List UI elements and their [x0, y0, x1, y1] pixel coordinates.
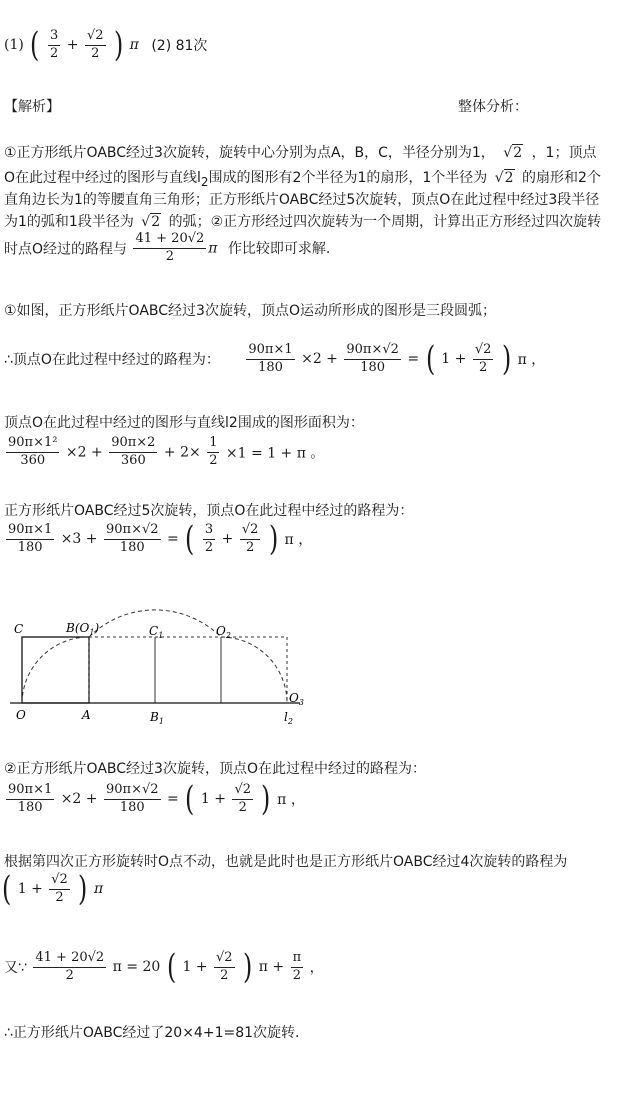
square-oabc [22, 637, 89, 703]
fourth-rotation-text: 根据第四次正方形旋转时O点不动，也就是此时也是正方形纸片OABC经过4次旋转的路程为 [4, 854, 568, 870]
subscript: 2 [225, 631, 231, 640]
pi-symbol: π [129, 37, 139, 53]
fourth-rotation-formula [0, 869, 104, 909]
subscript: 1 [89, 628, 95, 637]
frac-41-20sqrt2 [133, 232, 206, 265]
text: O [216, 624, 226, 638]
operator: ×2 + [60, 791, 98, 807]
five-rotation-intro: 正方形纸片OABC经过5次旋转，顶点O在此过程中经过的路程为： [4, 503, 414, 519]
label-l2 [284, 710, 293, 726]
radicand: 2 [504, 170, 514, 186]
answer-frac-1 [48, 29, 60, 62]
frac-num: 3 [203, 523, 215, 540]
frac-den: 2 [238, 799, 247, 815]
frac [104, 783, 161, 816]
answer-line [4, 25, 208, 65]
text: π ， [517, 352, 546, 368]
text: 1 + [17, 881, 43, 897]
frac-den: 2 [91, 45, 100, 61]
pi-symbol: π [94, 881, 104, 897]
area-intro: 顶点O在此过程中经过的图形与直线l2围成的图形面积为： [4, 415, 364, 431]
answer-frac-2 [85, 29, 106, 62]
text: B(O [66, 621, 90, 635]
frac-den: 2 [245, 539, 255, 555]
right-paren: ) [113, 25, 124, 65]
label-b1 [149, 710, 164, 726]
text: ， [309, 960, 324, 976]
radical: √ [494, 170, 504, 186]
label-o: O [16, 708, 26, 722]
operator: ×3 + [60, 531, 98, 547]
frac-num: 90π×2 [109, 436, 157, 453]
frac-num: √2 [49, 873, 70, 890]
frac [6, 436, 59, 469]
text: O在此过程中经过的图形与直线l [4, 170, 201, 186]
operator: + 2× [163, 444, 201, 461]
arc-1 [22, 637, 89, 703]
operator: ×2 + [301, 351, 338, 367]
text: π ， [284, 532, 313, 548]
frac-num: 1 [207, 436, 219, 453]
area-formula [4, 436, 324, 469]
text: 的弧；②正方形经过四次旋转为一个周期，计算出正方形经过四次旋转 [168, 214, 602, 230]
label-c: C [14, 622, 24, 636]
text: 围成的图形有2个半径为1的扇形，1个半径为 [208, 170, 488, 186]
left-paren: ( [185, 779, 195, 819]
frac [33, 951, 106, 984]
text: ，1；顶点 [531, 145, 597, 161]
analysis-label: 【解析】 [4, 99, 60, 115]
frac-den: 180 [258, 359, 283, 375]
subscript: 1 [158, 717, 164, 726]
left-paren: ( [1, 869, 12, 909]
frac-num: √2 [214, 951, 235, 968]
frac-num: 3 [48, 29, 60, 46]
frac-den: 2 [65, 967, 74, 983]
frac-den: 2 [204, 539, 214, 555]
frac-num: √2 [232, 783, 253, 800]
frac-den: 2 [55, 889, 64, 905]
frac [6, 783, 54, 816]
text: 1 + [182, 959, 208, 975]
answer-part2: (2) 81次 [151, 38, 208, 54]
step2-intro: ②正方形纸片OABC经过3次旋转，顶点O在此过程中经过的路程为： [4, 761, 426, 777]
sqrt-2 [495, 170, 515, 186]
frac-num: 90π×1 [6, 523, 54, 540]
text: ×1 = 1 + π 。 [225, 445, 325, 462]
right-paren: ) [501, 339, 512, 379]
frac [246, 343, 294, 376]
conclusion: ∴正方形纸片OABC经过了20×4+1=81次旋转. [4, 1025, 300, 1041]
frac-num: 41 + 20√2 [33, 951, 106, 968]
frac-den: 2 [50, 45, 59, 61]
frac-den: 2 [209, 452, 218, 468]
rotation-figure [0, 595, 320, 735]
text: 时点O经过的路程与 [4, 241, 128, 258]
frac [109, 436, 157, 469]
text: π = 20 [112, 959, 161, 975]
frac-num: 90π×1² [6, 436, 59, 453]
subscript: 3 [298, 698, 304, 707]
five-rotation-formula [4, 519, 313, 559]
sqrt-2 [503, 145, 523, 161]
right-paren: ) [261, 779, 271, 819]
label-o2 [216, 624, 231, 640]
equals: = [166, 531, 179, 547]
label-a: A [82, 708, 91, 722]
text: 为1的弧和1段半径为 [4, 214, 134, 230]
text: 的扇形和2个 [522, 170, 601, 186]
frac-den: 360 [120, 452, 146, 468]
frac-num: 90π×1 [246, 343, 294, 360]
frac-num: √2 [240, 523, 261, 540]
text: 1 + [441, 351, 467, 367]
text: l [284, 710, 288, 724]
left-paren: ( [30, 25, 40, 65]
operator: ×2 + [65, 444, 103, 461]
para1-line3: 直角边长为1的等腰直角三角形；正方形纸片OABC经过5次旋转，顶点O在此过程中经过3段半径 [4, 192, 600, 208]
frac-den: 2 [220, 967, 229, 983]
label-o3 [289, 691, 304, 707]
frac-den: 180 [119, 539, 145, 555]
text: ) [94, 621, 100, 635]
left-paren: ( [166, 947, 177, 987]
frac-num: π [291, 951, 304, 968]
right-paren: ) [268, 519, 279, 559]
subscript: 1 [158, 631, 164, 640]
text: C [149, 624, 159, 638]
frac [473, 343, 494, 376]
para1-line4 [4, 211, 601, 231]
dashed-square-3 [221, 637, 287, 703]
frac-den: 180 [17, 799, 43, 815]
frac-den: 360 [20, 452, 46, 468]
answer-part1-label: (1) [4, 37, 24, 53]
right-paren: ) [243, 947, 253, 987]
step1-path-line [4, 339, 546, 379]
para1-line2 [4, 167, 601, 189]
frac-num: √2 [473, 343, 494, 360]
frac [214, 951, 235, 984]
frac-num: 90π×√2 [344, 343, 401, 360]
equals: = [407, 351, 420, 367]
frac [49, 873, 70, 906]
label-b-o1 [65, 621, 99, 637]
text: 1 + [200, 791, 226, 807]
plus-sign: + [221, 531, 234, 547]
step1-intro: ①如图，正方形纸片OABC经过3次旋转，顶点O运动所形成的图形是三段圆弧； [4, 303, 496, 319]
left-paren: ( [425, 339, 435, 379]
dashed-square-2 [155, 637, 221, 703]
frac-den: 2 [165, 248, 175, 264]
frac-den: 2 [292, 967, 301, 983]
frac-den: 180 [17, 539, 43, 555]
frac [6, 523, 54, 556]
dashed-square-1 [89, 637, 155, 703]
frac [203, 523, 215, 556]
frac-den: 2 [478, 359, 488, 375]
overall-analysis-label: 整体分析： [458, 99, 528, 115]
equals: = [166, 791, 179, 807]
frac-num: 90π×1 [6, 783, 54, 800]
step2-path-formula [4, 779, 305, 819]
text: 又∵ [4, 960, 27, 976]
frac-den: 180 [360, 359, 386, 375]
frac [240, 523, 261, 556]
pi-symbol: π [208, 240, 218, 257]
again-formula [4, 947, 324, 987]
right-paren: ) [78, 869, 88, 909]
frac [232, 783, 253, 816]
radical: √ [141, 214, 151, 230]
text: π ， [277, 792, 305, 808]
text: ∴顶点O在此过程中经过的路程为： [4, 352, 220, 368]
plus-sign: + [66, 37, 79, 53]
radicand: 2 [513, 145, 523, 161]
frac-den: 180 [119, 799, 145, 815]
subscript: 2 [200, 174, 209, 189]
frac [344, 343, 401, 376]
arc-3 [221, 637, 287, 703]
text: 作比较即可求解. [227, 241, 331, 258]
label-c1 [149, 624, 163, 640]
text: ①正方形纸片OABC经过3次旋转，旋转中心分别为点A，B，C，半径分别为1， [4, 145, 495, 161]
frac [207, 436, 219, 469]
frac-num: 41 + 20√2 [133, 232, 206, 249]
frac-num: 90π×√2 [104, 523, 161, 540]
sqrt-2 [141, 214, 161, 230]
frac-num: 90π×√2 [104, 783, 161, 800]
text: O [289, 691, 299, 705]
para1-line1 [4, 142, 596, 162]
radical: √ [503, 145, 513, 161]
left-paren: ( [185, 519, 195, 559]
text: B [150, 710, 159, 724]
para1-line5 [4, 232, 330, 265]
radicand: 2 [151, 214, 161, 230]
frac [104, 523, 161, 556]
text: π + [258, 959, 285, 975]
frac [291, 951, 304, 984]
frac-num: √2 [85, 29, 106, 46]
subscript: 2 [287, 717, 293, 726]
